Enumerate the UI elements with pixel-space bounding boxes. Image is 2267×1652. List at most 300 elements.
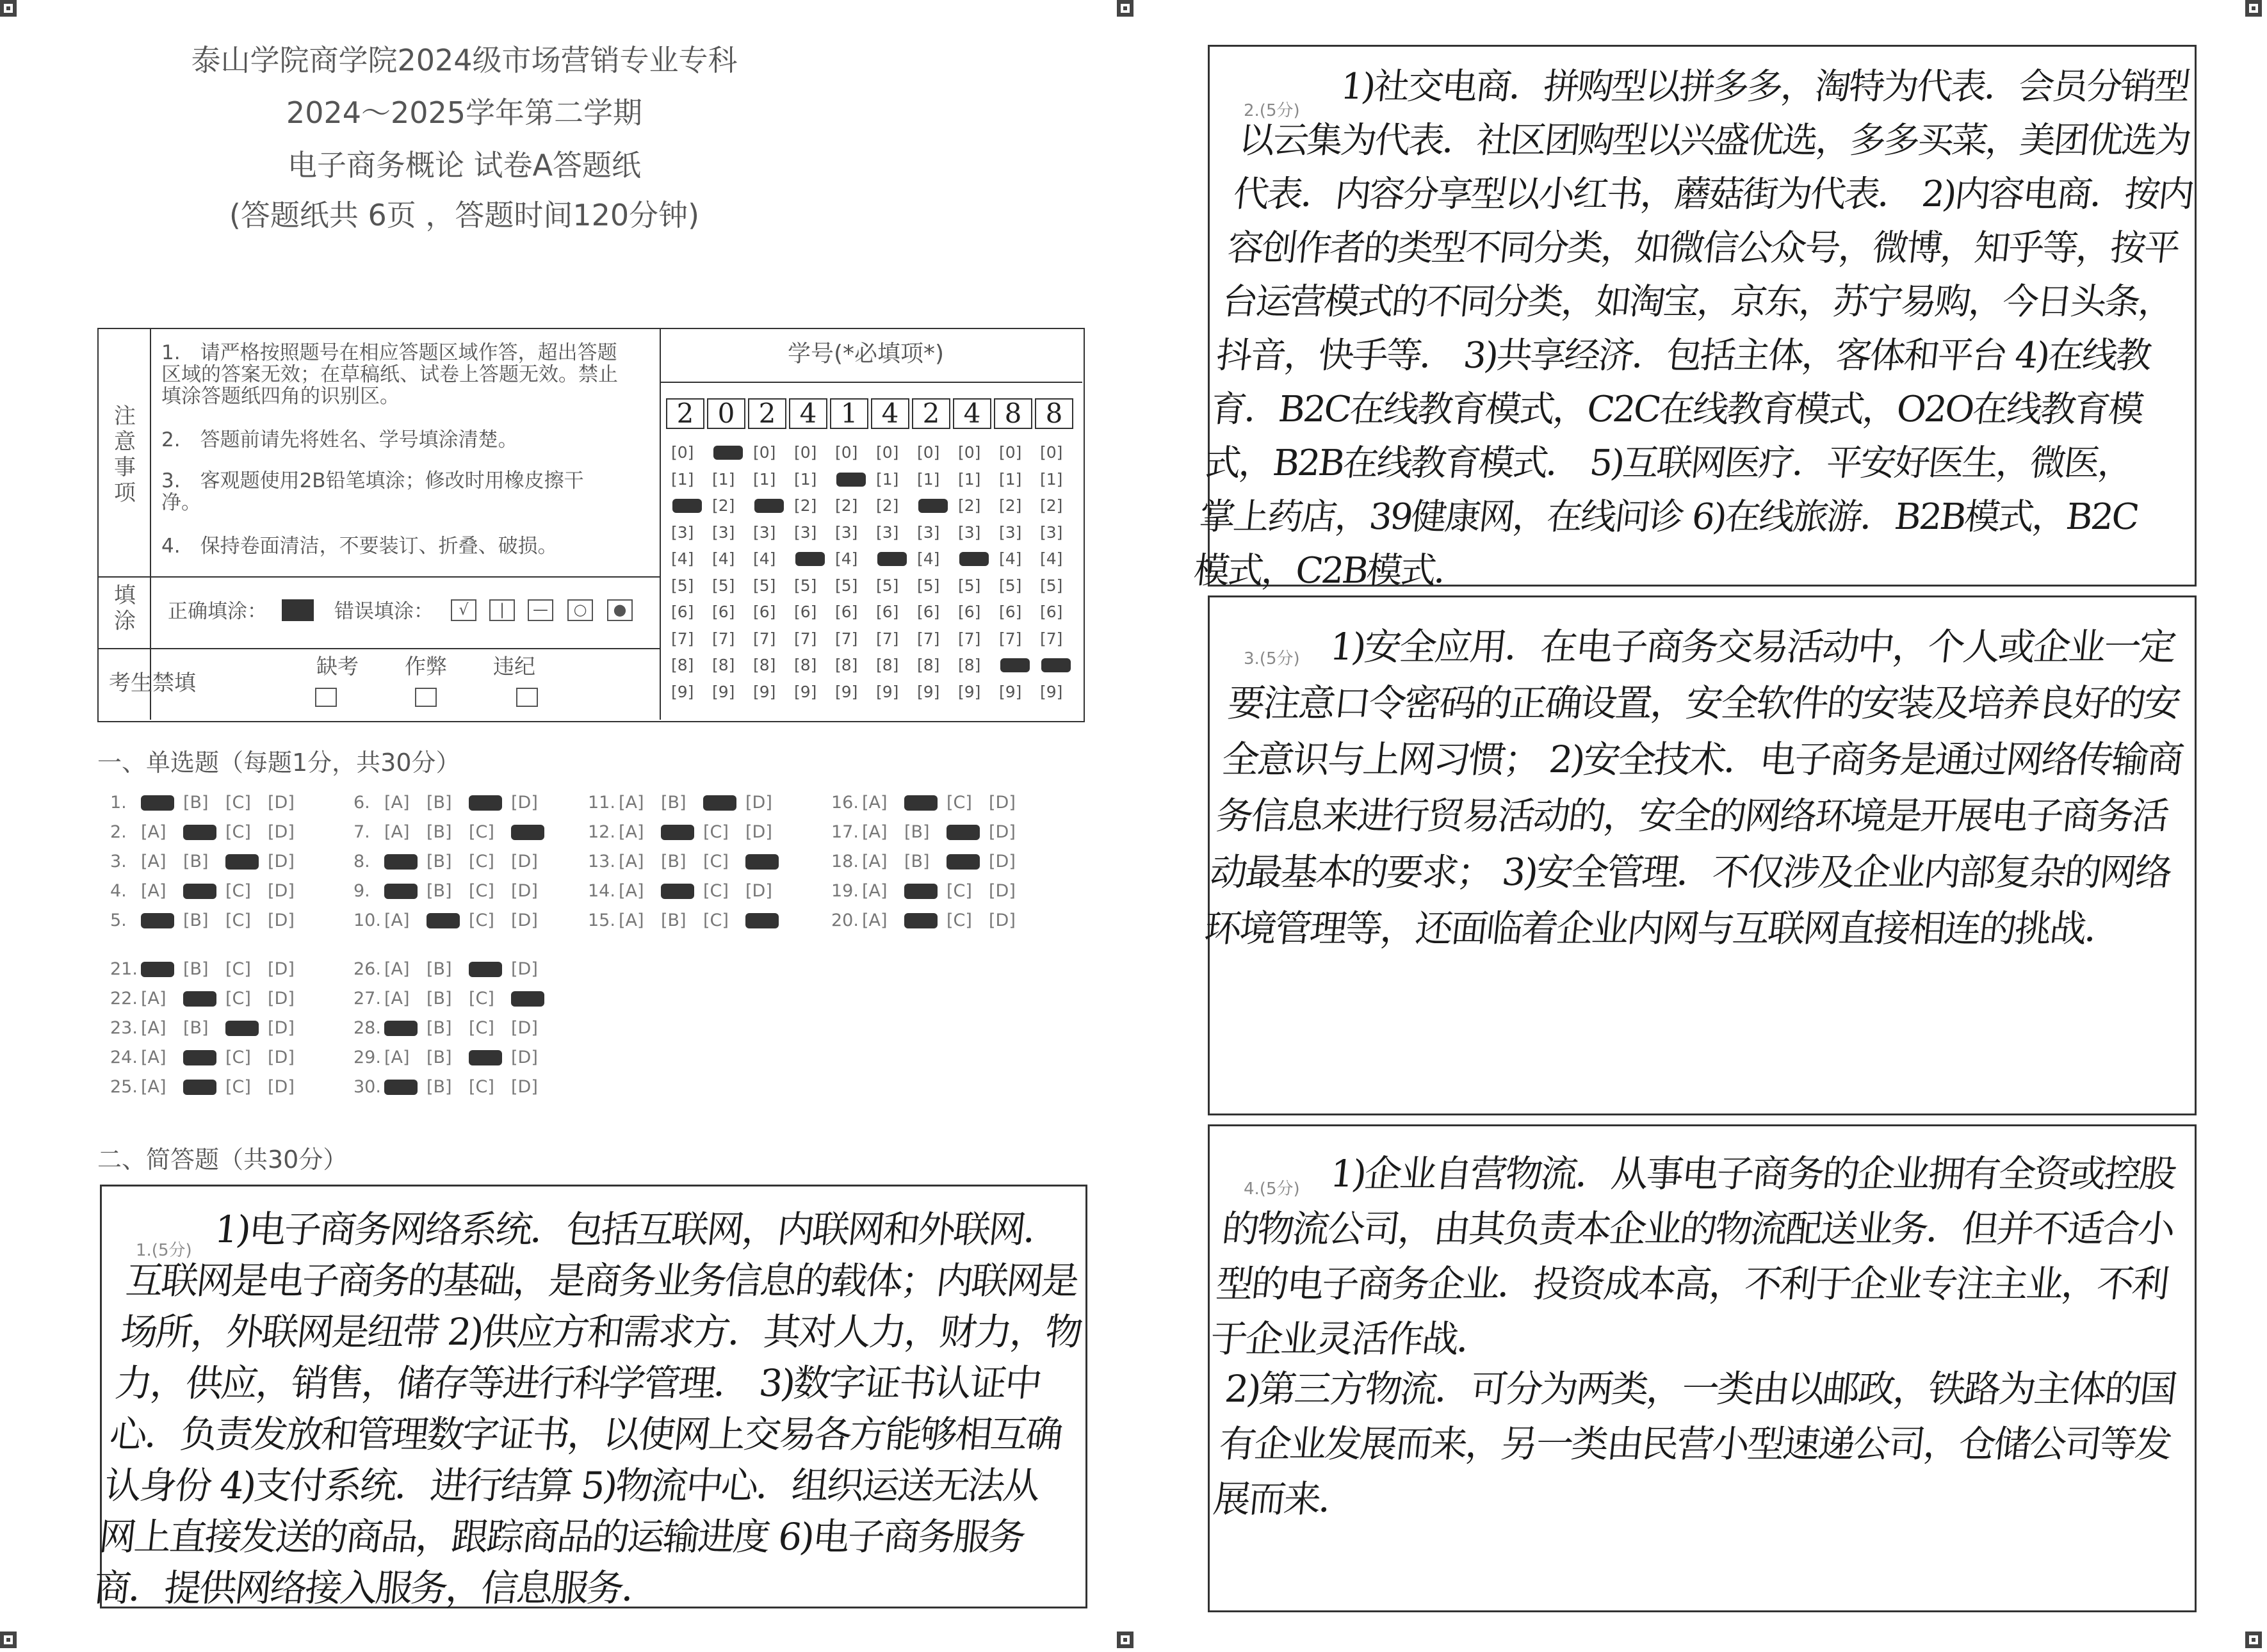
mc-q15-option-B[interactable]: [B] — [661, 911, 687, 930]
mc-number-q13: 13. — [588, 852, 615, 871]
id-bubble-col4-5[interactable]: [5] — [794, 576, 817, 595]
mc-q25-option-A[interactable]: [A] — [141, 1077, 167, 1097]
mc-number-q22: 22. — [110, 989, 138, 1008]
mc-row-q27 — [353, 989, 553, 1008]
mc-row-q21 — [110, 959, 310, 979]
id-bubble-col3-1[interactable]: [1] — [753, 469, 776, 489]
mc-q17-option-B[interactable]: [B] — [904, 822, 930, 842]
id-bubble-col1-6[interactable]: [6] — [671, 603, 694, 621]
id-bubble-col5-1[interactable] — [835, 470, 857, 489]
id-bubble-col4-8[interactable]: [8] — [794, 656, 817, 674]
id-bubble-col7-2[interactable] — [917, 496, 939, 515]
mc-row-q9 — [353, 881, 553, 901]
mc-q28-option-B[interactable]: [B] — [427, 1018, 452, 1038]
student-id-digit-7: 2 — [912, 398, 950, 429]
mc-number-q1: 1. — [110, 793, 127, 813]
id-bubble-col10-0[interactable]: [0] — [1040, 443, 1063, 462]
mc-row-q16 — [831, 793, 1031, 813]
mc-q21-option-B[interactable]: [B] — [183, 959, 209, 979]
mc-number-q15: 15. — [588, 911, 615, 930]
id-bubble-col10-6[interactable]: [6] — [1040, 603, 1063, 621]
mc-q29-option-D[interactable]: [D] — [511, 1048, 538, 1067]
id-bubble-col7-1[interactable]: [1] — [917, 469, 940, 489]
notice-item-2: 2. 答题前请先将姓名、学号填涂清楚。 — [161, 428, 518, 451]
mc-q2-option-A[interactable]: [A] — [141, 822, 167, 842]
fill-label: 填涂 — [114, 583, 136, 634]
mc-number-q2: 2. — [110, 822, 127, 842]
mc-row-q11 — [588, 793, 788, 813]
mc-row-q26 — [353, 959, 553, 979]
mc-q2-option-B[interactable] — [183, 822, 225, 842]
mc-number-q17: 17. — [831, 822, 859, 842]
mc-row-q14 — [588, 881, 788, 901]
id-bubble-col5-6[interactable]: [6] — [835, 603, 858, 621]
id-bubble-col2-7[interactable]: [7] — [712, 629, 735, 648]
mc-q19-option-A[interactable]: [A] — [862, 881, 888, 901]
mc-q1-option-C[interactable]: [C] — [225, 793, 251, 813]
mc-q12-option-C[interactable]: [C] — [703, 822, 729, 842]
id-bubble-col8-9[interactable]: [9] — [958, 682, 981, 701]
id-bubble-col3-0[interactable]: [0] — [753, 443, 776, 462]
id-bubble-col2-8[interactable]: [8] — [712, 656, 735, 674]
mc-q29-option-B[interactable]: [B] — [427, 1048, 452, 1067]
mc-q28-option-C[interactable]: [C] — [469, 1018, 494, 1038]
id-bubble-col1-3[interactable]: [3] — [671, 522, 694, 542]
student-id-digit-1: 2 — [666, 398, 704, 429]
id-bubble-col4-6[interactable]: [6] — [794, 603, 817, 621]
student-id-digit-5: 1 — [830, 398, 868, 429]
q3-answer: 1)安全应用．在电子商务交易活动中，个人或企业一定要注意口令密码的正确设置，安全软件的安装及培养良好的安全意识与上网习惯； 2)安全技术．电子商务是通过网络传输商务信息来进行贸易活动的，安全的网络环境是开展电子商务活动最基本的要求； 3)安全管理．不仅涉及企业内部复杂的网络环境管理等，还面临着企业内网与互联网直接相连的挑战． — [1202, 625, 2185, 950]
section2-title: 二、简答题（共30分） — [97, 1146, 348, 1174]
id-bubble-col1-2[interactable] — [671, 496, 694, 515]
mc-number-q10: 10. — [353, 911, 381, 930]
mc-q24-option-B[interactable] — [183, 1048, 225, 1067]
q2-number: 2.(5分) — [1244, 101, 1300, 120]
mc-q16-option-D[interactable]: [D] — [989, 793, 1016, 813]
id-bubble-col2-6[interactable]: [6] — [712, 603, 735, 621]
header-exam-title: 电子商务概论 试卷A答题纸 — [287, 148, 642, 182]
mc-number-q3: 3. — [110, 852, 127, 871]
notice-item-3: 3. 客观题使用2B铅笔填涂；修改时用橡皮擦干净。 — [161, 469, 584, 514]
student-id-digit-8: 4 — [953, 398, 991, 429]
mc-q7-option-A[interactable]: [A] — [384, 822, 410, 842]
notice-item-4: 4. 保持卷面清洁，不要装订、折叠、破损。 — [161, 535, 558, 558]
mc-number-q4: 4. — [110, 881, 127, 901]
mc-q9-option-B[interactable]: [B] — [427, 881, 452, 901]
mc-q6-option-C[interactable] — [469, 793, 511, 813]
mc-number-q14: 14. — [588, 881, 615, 901]
mc-q3-option-B[interactable]: [B] — [183, 852, 209, 871]
id-bubble-col6-7[interactable]: [7] — [876, 629, 899, 648]
mc-row-q8 — [353, 852, 553, 871]
id-bubble-col8-6[interactable]: [6] — [958, 603, 981, 621]
correct-fill-sample — [282, 599, 314, 621]
mc-q4-option-C[interactable]: [C] — [225, 881, 251, 901]
mc-row-q7 — [353, 822, 553, 842]
corner-mark-bottom-middle — [1117, 1632, 1134, 1648]
mc-q27-option-B[interactable]: [B] — [427, 989, 452, 1008]
id-bubble-col10-4[interactable]: [4] — [1040, 549, 1063, 568]
id-bubble-col1-0[interactable]: [0] — [671, 443, 694, 462]
id-bubble-col5-5[interactable]: [5] — [835, 576, 858, 595]
id-bubble-col6-2[interactable]: [2] — [876, 496, 899, 515]
mc-q8-option-B[interactable]: [B] — [427, 852, 452, 871]
mc-row-q30 — [353, 1077, 553, 1097]
wrong-sample-dot: ● — [607, 599, 633, 621]
mc-q23-option-A[interactable]: [A] — [141, 1018, 167, 1038]
mc-q25-option-C[interactable]: [C] — [225, 1077, 251, 1097]
mc-q8-option-A[interactable] — [384, 852, 427, 871]
mc-q10-option-C[interactable]: [C] — [469, 911, 494, 930]
mc-q7-option-D[interactable] — [511, 822, 553, 842]
id-bubble-col4-0[interactable]: [0] — [794, 443, 817, 462]
mc-q4-option-D[interactable]: [D] — [268, 881, 295, 901]
id-bubble-col1-7[interactable]: [7] — [671, 629, 694, 648]
mc-q12-option-D[interactable]: [D] — [745, 822, 772, 842]
id-bubble-col7-6[interactable]: [6] — [917, 603, 940, 621]
mc-q13-option-B[interactable]: [B] — [661, 852, 687, 871]
mc-q2-option-C[interactable]: [C] — [225, 822, 251, 842]
id-bubble-col9-8[interactable] — [999, 656, 1021, 674]
mc-q13-option-D[interactable] — [745, 852, 788, 871]
q1-answer: 1)电子商务网络系统．包括互联网，内联网和外联网．互联网是电子商务的基础，是商务业务信息的载体；内联网是场所，外联网是纽带 2)供应方和需求方．其对人力，财力，物力，供应，销售，储存等进行科学管理． 3)数字证书认证中心．负责发放和管理数字证书，以使网上交易各方能够相互确认身份 4)支付系统．进行结算 5)物流中心．组织运送无法从网上直接发送的商品，跟踪商品的运输进度 6)电子商务服务商．提供网络接入服务，信息服务． — [91, 1208, 1084, 1610]
mc-q21-option-C[interactable]: [C] — [225, 959, 251, 979]
id-bubble-col2-4[interactable]: [4] — [712, 549, 735, 568]
mc-q16-option-B[interactable] — [904, 793, 947, 813]
id-bubble-col4-4[interactable] — [794, 549, 817, 568]
mc-q12-option-B[interactable] — [661, 822, 703, 842]
mc-q5-option-A[interactable] — [141, 911, 183, 930]
id-bubble-col1-4[interactable]: [4] — [671, 549, 694, 568]
mc-q25-option-B[interactable] — [183, 1077, 225, 1097]
mc-q28-option-D[interactable]: [D] — [511, 1018, 538, 1038]
mc-q3-option-D[interactable]: [D] — [268, 852, 295, 871]
id-bubble-col4-1[interactable]: [1] — [794, 469, 817, 489]
mc-q16-option-A[interactable]: [A] — [862, 793, 888, 813]
mc-number-q9: 9. — [353, 881, 370, 901]
mc-q5-option-C[interactable]: [C] — [225, 911, 251, 930]
q3-number: 3.(5分) — [1244, 649, 1300, 668]
id-bubble-col1-5[interactable]: [5] — [671, 576, 694, 595]
mc-row-q29 — [353, 1048, 553, 1067]
mc-q18-option-D[interactable]: [D] — [989, 852, 1016, 871]
corner-mark-bottom-right — [2245, 1632, 2262, 1648]
mc-number-q20: 20. — [831, 911, 859, 930]
id-bubble-col3-3[interactable]: [3] — [753, 522, 776, 542]
corner-mark-top-middle — [1117, 0, 1134, 17]
mc-q9-option-A[interactable] — [384, 881, 427, 901]
mc-q11-option-A[interactable]: [A] — [619, 793, 644, 813]
mc-q5-option-D[interactable]: [D] — [268, 911, 295, 930]
id-bubble-col10-7[interactable]: [7] — [1040, 629, 1063, 648]
mc-q24-option-A[interactable]: [A] — [141, 1048, 167, 1067]
id-bubble-col2-3[interactable]: [3] — [712, 522, 735, 542]
id-bubble-col10-3[interactable]: [3] — [1040, 522, 1063, 542]
mc-q20-option-B[interactable] — [904, 911, 947, 930]
mc-q3-option-C[interactable] — [225, 852, 268, 871]
id-bubble-col4-3[interactable]: [3] — [794, 522, 817, 542]
id-bubble-col7-9[interactable]: [9] — [917, 682, 940, 701]
id-bubble-col3-7[interactable]: [7] — [753, 629, 776, 648]
mc-q28-option-A[interactable] — [384, 1018, 427, 1038]
violation-checkbox[interactable] — [516, 688, 538, 707]
mc-row-q4 — [110, 881, 310, 901]
id-bubble-col3-2[interactable] — [753, 496, 776, 515]
id-bubble-col7-5[interactable]: [5] — [917, 576, 940, 595]
id-bubble-col6-9[interactable]: [9] — [876, 682, 899, 701]
id-bubble-col5-0[interactable]: [0] — [835, 443, 858, 462]
id-bubble-col6-3[interactable]: [3] — [876, 522, 899, 542]
id-bubble-col5-4[interactable]: [4] — [835, 549, 858, 568]
mc-q1-option-B[interactable]: [B] — [183, 793, 209, 813]
mc-q30-option-A[interactable] — [384, 1077, 427, 1097]
id-bubble-col5-3[interactable]: [3] — [835, 522, 858, 542]
id-bubble-col5-9[interactable]: [9] — [835, 682, 858, 701]
id-bubble-col7-3[interactable]: [3] — [917, 522, 940, 542]
mc-q22-option-C[interactable]: [C] — [225, 989, 251, 1008]
mc-q26-option-A[interactable]: [A] — [384, 959, 410, 979]
q4-answer-part1: 1)企业自营物流．从事电子商务的企业拥有全资或控股的物流公司，由其负责本企业的物流配送业务．但并不适合小型的电子商务企业．投资成本高，不利于企业专注主业，不利于企业灵活作战． — [1208, 1152, 2177, 1361]
id-bubble-col9-7[interactable]: [7] — [999, 629, 1022, 648]
mc-q23-option-C[interactable] — [225, 1018, 268, 1038]
absent-checkbox[interactable] — [315, 688, 337, 707]
wrong-sample-check: √ — [451, 599, 476, 621]
mc-q14-option-D[interactable]: [D] — [745, 881, 772, 901]
mc-q19-option-C[interactable]: [C] — [947, 881, 972, 901]
mc-q16-option-C[interactable]: [C] — [947, 793, 972, 813]
cheat-checkbox[interactable] — [415, 688, 437, 707]
id-bubble-col9-4[interactable]: [4] — [999, 549, 1022, 568]
id-bubble-col6-8[interactable]: [8] — [876, 656, 899, 674]
mc-row-q1 — [110, 793, 310, 813]
id-bubble-col8-5[interactable]: [5] — [958, 576, 981, 595]
id-bubble-col8-2[interactable]: [2] — [958, 496, 981, 515]
mc-q10-option-B[interactable] — [427, 911, 469, 930]
id-bubble-col3-8[interactable]: [8] — [753, 656, 776, 674]
mc-q10-option-D[interactable]: [D] — [511, 911, 538, 930]
mc-number-q21: 21. — [110, 959, 138, 979]
mc-q23-option-B[interactable]: [B] — [183, 1018, 209, 1038]
mc-q26-option-B[interactable]: [B] — [427, 959, 452, 979]
id-bubble-col4-9[interactable]: [9] — [794, 682, 817, 701]
mc-q7-option-B[interactable]: [B] — [427, 822, 452, 842]
absent-label: 缺考 — [316, 654, 359, 679]
mc-q5-option-B[interactable]: [B] — [183, 911, 209, 930]
id-bubble-col2-0[interactable] — [712, 443, 735, 462]
notice-label: 注意事项 — [114, 403, 136, 506]
id-bubble-col9-3[interactable]: [3] — [999, 522, 1022, 542]
id-bubble-col1-9[interactable]: [9] — [671, 682, 694, 701]
mc-number-q29: 29. — [353, 1048, 381, 1067]
mc-q19-option-D[interactable]: [D] — [989, 881, 1016, 901]
mc-q21-option-D[interactable]: [D] — [268, 959, 295, 979]
mc-q22-option-B[interactable] — [183, 989, 225, 1008]
id-bubble-col9-5[interactable]: [5] — [999, 576, 1022, 595]
mc-q2-option-D[interactable]: [D] — [268, 822, 295, 842]
id-bubble-col9-0[interactable]: [0] — [999, 443, 1022, 462]
mc-row-q5 — [110, 911, 310, 930]
mc-q1-option-D[interactable]: [D] — [268, 793, 295, 813]
id-bubble-col2-2[interactable]: [2] — [712, 496, 735, 515]
id-bubble-col10-8[interactable] — [1040, 656, 1062, 674]
id-bubble-col9-6[interactable]: [6] — [999, 603, 1022, 621]
id-bubble-col6-6[interactable]: [6] — [876, 603, 899, 621]
mc-row-q2 — [110, 822, 310, 842]
id-bubble-col9-9[interactable]: [9] — [999, 682, 1022, 701]
mc-q1-option-A[interactable] — [141, 793, 183, 813]
id-bubble-col3-6[interactable]: [6] — [753, 603, 776, 621]
mc-row-q22 — [110, 989, 310, 1008]
mc-q27-option-A[interactable]: [A] — [384, 989, 410, 1008]
mc-q6-option-B[interactable]: [B] — [427, 793, 452, 813]
mc-q26-option-D[interactable]: [D] — [511, 959, 538, 979]
mc-q15-option-A[interactable]: [A] — [619, 911, 644, 930]
mc-q27-option-C[interactable]: [C] — [469, 989, 494, 1008]
mc-number-q30: 30. — [353, 1077, 381, 1097]
mc-row-q20 — [831, 911, 1031, 930]
mc-q22-option-D[interactable]: [D] — [268, 989, 295, 1008]
mc-q18-option-C[interactable] — [947, 852, 989, 871]
mc-row-q19 — [831, 881, 1031, 901]
student-id-title: 学号(*必填项*) — [788, 341, 945, 367]
mc-q30-option-D[interactable]: [D] — [511, 1077, 538, 1097]
mc-q4-option-B[interactable] — [183, 881, 225, 901]
mc-q6-option-A[interactable]: [A] — [384, 793, 410, 813]
mc-q29-option-A[interactable]: [A] — [384, 1048, 410, 1067]
mc-q6-option-D[interactable]: [D] — [511, 793, 538, 813]
q4-number: 4.(5分) — [1244, 1179, 1300, 1199]
mc-q30-option-C[interactable]: [C] — [469, 1077, 494, 1097]
student-id-digit-10: 8 — [1035, 398, 1073, 429]
mc-q17-option-D[interactable]: [D] — [989, 822, 1016, 842]
mc-q17-option-C[interactable] — [947, 822, 989, 842]
mc-q22-option-A[interactable]: [A] — [141, 989, 167, 1008]
id-bubble-col2-9[interactable]: [9] — [712, 682, 735, 701]
id-bubble-col8-3[interactable]: [3] — [958, 522, 981, 542]
id-bubble-col5-2[interactable]: [2] — [835, 496, 858, 515]
id-bubble-col7-4[interactable]: [4] — [917, 549, 940, 568]
mc-row-q15 — [588, 911, 788, 930]
mc-q17-option-A[interactable]: [A] — [862, 822, 888, 842]
mc-q13-option-A[interactable]: [A] — [619, 852, 644, 871]
mc-q11-option-B[interactable]: [B] — [661, 793, 687, 813]
id-bubble-col4-2[interactable]: [2] — [794, 496, 817, 515]
id-bubble-col6-0[interactable]: [0] — [876, 443, 899, 462]
mc-q11-option-C[interactable] — [703, 793, 745, 813]
mc-q12-option-A[interactable]: [A] — [619, 822, 644, 842]
id-bubble-col9-1[interactable]: [1] — [999, 469, 1022, 489]
notice-item-1: 1. 请严格按照题号在相应答题区域作答，超出答题区域的答案无效；在草稿纸、试卷上答题无效。禁止填涂答题纸四角的识别区。 — [161, 341, 618, 408]
mc-q7-option-C[interactable]: [C] — [469, 822, 494, 842]
exam-forbidden-label: 考生禁填 — [109, 670, 196, 696]
mc-q3-option-A[interactable]: [A] — [141, 852, 167, 871]
mc-q9-option-C[interactable]: [C] — [469, 881, 494, 901]
id-bubble-col9-2[interactable]: [2] — [999, 496, 1022, 515]
id-bubble-col8-1[interactable]: [1] — [958, 469, 981, 489]
id-bubble-col6-4[interactable] — [876, 549, 898, 568]
mc-q8-option-D[interactable]: [D] — [511, 852, 538, 871]
mc-q15-option-C[interactable]: [C] — [703, 911, 729, 930]
id-bubble-col8-4[interactable] — [958, 549, 980, 568]
id-bubble-col1-8[interactable]: [8] — [671, 656, 694, 674]
mc-q13-option-C[interactable]: [C] — [703, 852, 729, 871]
mc-number-q23: 23. — [110, 1018, 138, 1038]
mc-q30-option-B[interactable]: [B] — [427, 1077, 452, 1097]
mc-row-q6 — [353, 793, 553, 813]
id-bubble-col6-1[interactable]: [1] — [876, 469, 899, 489]
mc-q23-option-D[interactable]: [D] — [268, 1018, 295, 1038]
id-bubble-col7-7[interactable]: [7] — [917, 629, 940, 648]
mc-q18-option-A[interactable]: [A] — [862, 852, 888, 871]
id-bubble-col1-1[interactable]: [1] — [671, 469, 694, 489]
mc-q20-option-D[interactable]: [D] — [989, 911, 1016, 930]
mc-q11-option-D[interactable]: [D] — [745, 793, 772, 813]
mc-q8-option-C[interactable]: [C] — [469, 852, 494, 871]
mc-q27-option-D[interactable] — [511, 989, 553, 1008]
mc-q26-option-C[interactable] — [469, 959, 511, 979]
id-bubble-col5-8[interactable]: [8] — [835, 656, 858, 674]
mc-number-q19: 19. — [831, 881, 859, 901]
mc-q21-option-A[interactable] — [141, 959, 183, 979]
mc-q24-option-D[interactable]: [D] — [268, 1048, 295, 1067]
mc-q20-option-C[interactable]: [C] — [947, 911, 972, 930]
mc-row-q25 — [110, 1077, 310, 1097]
mc-q19-option-B[interactable] — [904, 881, 947, 901]
mc-row-q17 — [831, 822, 1031, 842]
id-bubble-col4-7[interactable]: [7] — [794, 629, 817, 648]
student-id-digit-3: 2 — [748, 398, 786, 429]
mc-number-q6: 6. — [353, 793, 370, 813]
mc-q4-option-A[interactable]: [A] — [141, 881, 167, 901]
mc-number-q5: 5. — [110, 911, 127, 930]
section1-title: 一、单选题（每题1分，共30分） — [97, 749, 460, 777]
id-bubble-col2-5[interactable]: [5] — [712, 576, 735, 595]
id-bubble-col10-2[interactable]: [2] — [1040, 496, 1063, 515]
id-bubble-col8-7[interactable]: [7] — [958, 629, 981, 648]
mc-q18-option-B[interactable]: [B] — [904, 852, 930, 871]
mc-q14-option-B[interactable] — [661, 881, 703, 901]
id-bubble-col2-1[interactable]: [1] — [712, 469, 735, 489]
mc-number-q28: 28. — [353, 1018, 381, 1038]
mc-q15-option-D[interactable] — [745, 911, 788, 930]
id-bubble-col8-8[interactable]: [8] — [958, 656, 981, 674]
id-bubble-col3-9[interactable]: [9] — [753, 682, 776, 701]
id-bubble-col7-0[interactable]: [0] — [917, 443, 940, 462]
mc-q9-option-D[interactable]: [D] — [511, 881, 538, 901]
mc-q14-option-A[interactable]: [A] — [619, 881, 644, 901]
id-bubble-col3-4[interactable]: [4] — [753, 549, 776, 568]
mc-q20-option-A[interactable]: [A] — [862, 911, 888, 930]
header-school-title: 泰山学院商学院2024级市场营销专业专科 — [191, 43, 738, 77]
mc-q14-option-C[interactable]: [C] — [703, 881, 729, 901]
id-bubble-col10-1[interactable]: [1] — [1040, 469, 1063, 489]
mc-q24-option-C[interactable]: [C] — [225, 1048, 251, 1067]
violation-label: 违纪 — [493, 654, 535, 679]
id-bubble-col10-9[interactable]: [9] — [1040, 682, 1063, 701]
id-bubble-col5-7[interactable]: [7] — [835, 629, 858, 648]
mc-number-q18: 18. — [831, 852, 859, 871]
id-bubble-col10-5[interactable]: [5] — [1040, 576, 1063, 595]
mc-row-q12 — [588, 822, 788, 842]
student-id-digit-2: 0 — [707, 398, 745, 429]
id-bubble-col8-0[interactable]: [0] — [958, 443, 981, 462]
id-bubble-col7-8[interactable]: [8] — [917, 656, 940, 674]
id-bubble-col6-5[interactable]: [5] — [876, 576, 899, 595]
id-bubble-col3-5[interactable]: [5] — [753, 576, 776, 595]
mc-q25-option-D[interactable]: [D] — [268, 1077, 295, 1097]
mc-q29-option-C[interactable] — [469, 1048, 511, 1067]
mc-q10-option-A[interactable]: [A] — [384, 911, 410, 930]
